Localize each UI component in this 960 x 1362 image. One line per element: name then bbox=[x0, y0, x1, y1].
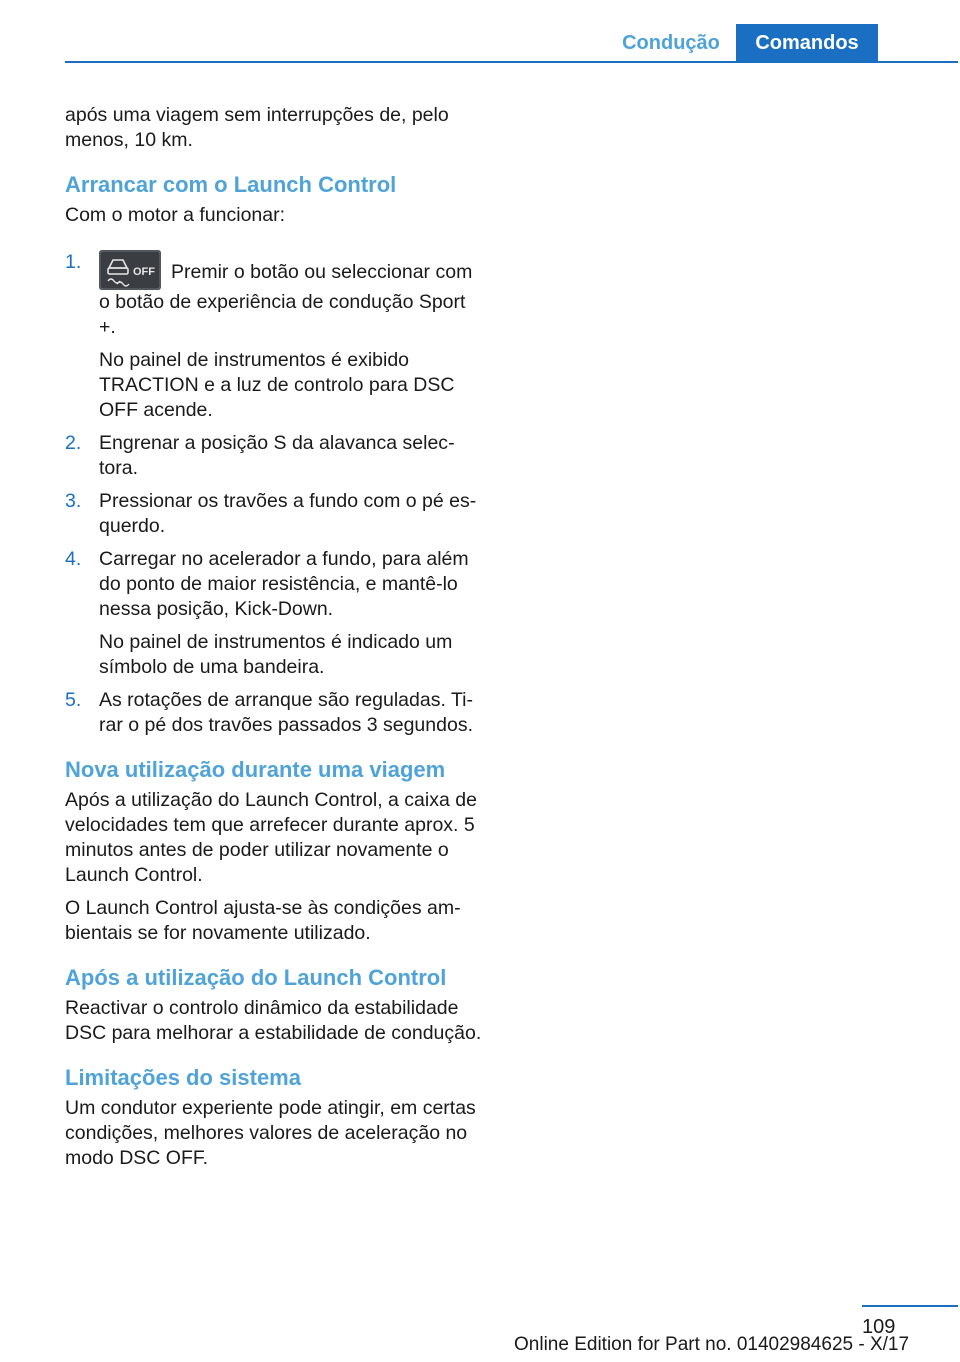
footer-divider bbox=[862, 1305, 958, 1307]
dsc-off-icon bbox=[99, 250, 161, 290]
reuse-paragraph-2: O Launch Control ajusta-se às condições ambientais se for novamente utilizado. bbox=[65, 897, 461, 944]
step-number: 2. bbox=[65, 432, 82, 454]
heading-launch-control-start: Arrancar com o Launch Control bbox=[65, 172, 397, 197]
step-text: Premir o botão ou seleccionar com o botão de experiência de condução Sport +. bbox=[99, 261, 473, 338]
step-note: No painel de instrumentos é indicado um símbolo de uma bandeira. bbox=[99, 631, 453, 678]
page-header bbox=[0, 0, 960, 64]
header-divider bbox=[65, 61, 958, 63]
step-number: 5. bbox=[65, 689, 82, 711]
section-tab: Condução bbox=[622, 31, 720, 54]
step-number: 4. bbox=[65, 548, 82, 570]
chapter-tab: Comandos bbox=[736, 24, 878, 62]
heading-limitations: Limitações do sistema bbox=[65, 1065, 301, 1090]
page-content bbox=[65, 103, 485, 1179]
after-paragraph: Reactivar o controlo dinâmico da estabilidade DSC para melhorar a estabilidade de condução. bbox=[65, 997, 482, 1044]
step-number: 3. bbox=[65, 490, 82, 512]
reuse-paragraph-1: Após a utilização do Launch Control, a caixa de velocidades tem que arrefecer durante aprox. 5 minutos antes de poder utilizar novamente o Launch Control. bbox=[65, 789, 477, 886]
list-item bbox=[65, 250, 485, 423]
list-item bbox=[65, 489, 485, 539]
list-item bbox=[65, 547, 485, 680]
intro-paragraph: após uma viagem sem interrupções de, pelo menos, 10 km. bbox=[65, 104, 449, 151]
limitations-paragraph: Um condutor experiente pode atingir, em certas condições, melhores valores de aceleração no modo DSC OFF. bbox=[65, 1097, 476, 1169]
svg-text:OFF: OFF bbox=[133, 266, 155, 278]
edition-note: Online Edition for Part no. 01402984625 - X/17 bbox=[514, 1334, 910, 1355]
step-text: Carregar no acelerador a fundo, para além do ponto de maior resistência, e mantê-lo nessa posição, Kick-Down. bbox=[99, 548, 469, 620]
page-number: 109 bbox=[862, 1316, 896, 1338]
heading-after-use: Após a utilização do Launch Control bbox=[65, 965, 447, 990]
start-intro: Com o motor a funcionar: bbox=[65, 204, 286, 226]
step-number: 1. bbox=[65, 251, 82, 273]
heading-reuse: Nova utilização durante uma viagem bbox=[65, 757, 446, 782]
step-text: Pressionar os travões a fundo com o pé esquerdo. bbox=[99, 490, 477, 537]
step-note: No painel de instrumentos é exibido TRACTION e a luz de controlo para DSC OFF acende. bbox=[99, 349, 455, 421]
step-text: As rotações de arranque são reguladas. Tirar o pé dos travões passados 3 segundos. bbox=[99, 689, 473, 736]
list-item bbox=[65, 688, 485, 738]
steps-list bbox=[65, 250, 485, 738]
list-item bbox=[65, 431, 485, 481]
step-text: Engrenar a posição S da alavanca selectora. bbox=[99, 432, 455, 479]
